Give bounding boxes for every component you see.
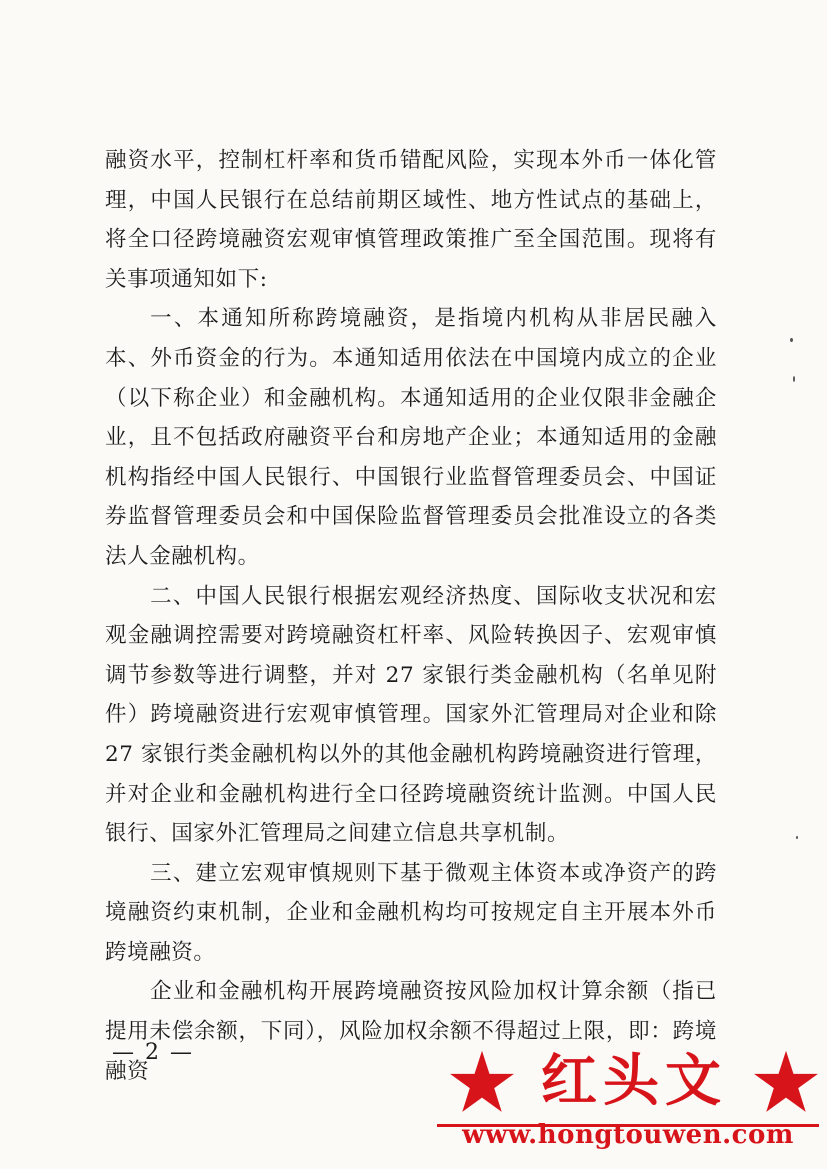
paragraph-article-3-continued: 企业和金融机构开展跨境融资按风险加权计算余额（指已提用未偿余额，下同），风险加权余额不得超过上限，即：跨境融资: [105, 979, 717, 1084]
watermark-url: www.hongtouwen.com: [462, 1120, 794, 1150]
scan-speck: [790, 338, 793, 342]
star-icon: [448, 1048, 516, 1116]
paragraph-article-3: 三、建立宏观审慎规则下基于微观主体资本或净资产的跨境融资约束机制，企业和金融机构均可按规定自主开展本外币跨境融资。: [105, 860, 717, 965]
scan-speck: [796, 836, 798, 839]
paragraph-article-1: 一、本通知所称跨境融资，是指境内机构从非居民融入本、外币资金的行为。本通知适用依法在中国境内成立的企业（以下称企业）和金融机构。本通知适用的企业仅限非金融企业，且不包括政府融资平台和房地产企业；本通知适用的金融机构指经中国人民银行、中国银行业监督管理委员会、中国证券监督管理委员会和中国保险监督管理委员会批准设立的各类法人金融机构。: [105, 306, 717, 569]
star-icon: [752, 1048, 820, 1116]
scan-speck: [793, 376, 795, 382]
page-number: — 2 —: [112, 1040, 194, 1065]
paragraph-article-2: 二、中国人民银行根据宏观经济热度、国际收支状况和宏观金融调控需要对跨境融资杠杆率、风险转换因子、宏观审慎调节参数等进行调整，并对 27 家银行类金融机构（名单见附件）跨境融资进行宏观审慎管理。国家外汇管理局对企业和除 27 家银行类金融机构以外的其他金融机构跨境融资进行管理，并对企业和金融机构进行全口径跨境融资统计监测。中国人民银行、国家外汇管理局之间建立信息共享机制。: [105, 583, 717, 847]
watermark-title: 红头文: [541, 1049, 727, 1114]
watermark-banner: [448, 1046, 820, 1118]
body-text: [105, 141, 717, 1091]
paragraph-intro: 融资水平，控制杠杆率和货币错配风险，实现本外币一体化管理，中国人民银行在总结前期区域性、地方性试点的基础上，将全口径跨境融资宏观审慎管理政策推广至全国范围。现将有关事项通知如下:: [105, 148, 717, 292]
